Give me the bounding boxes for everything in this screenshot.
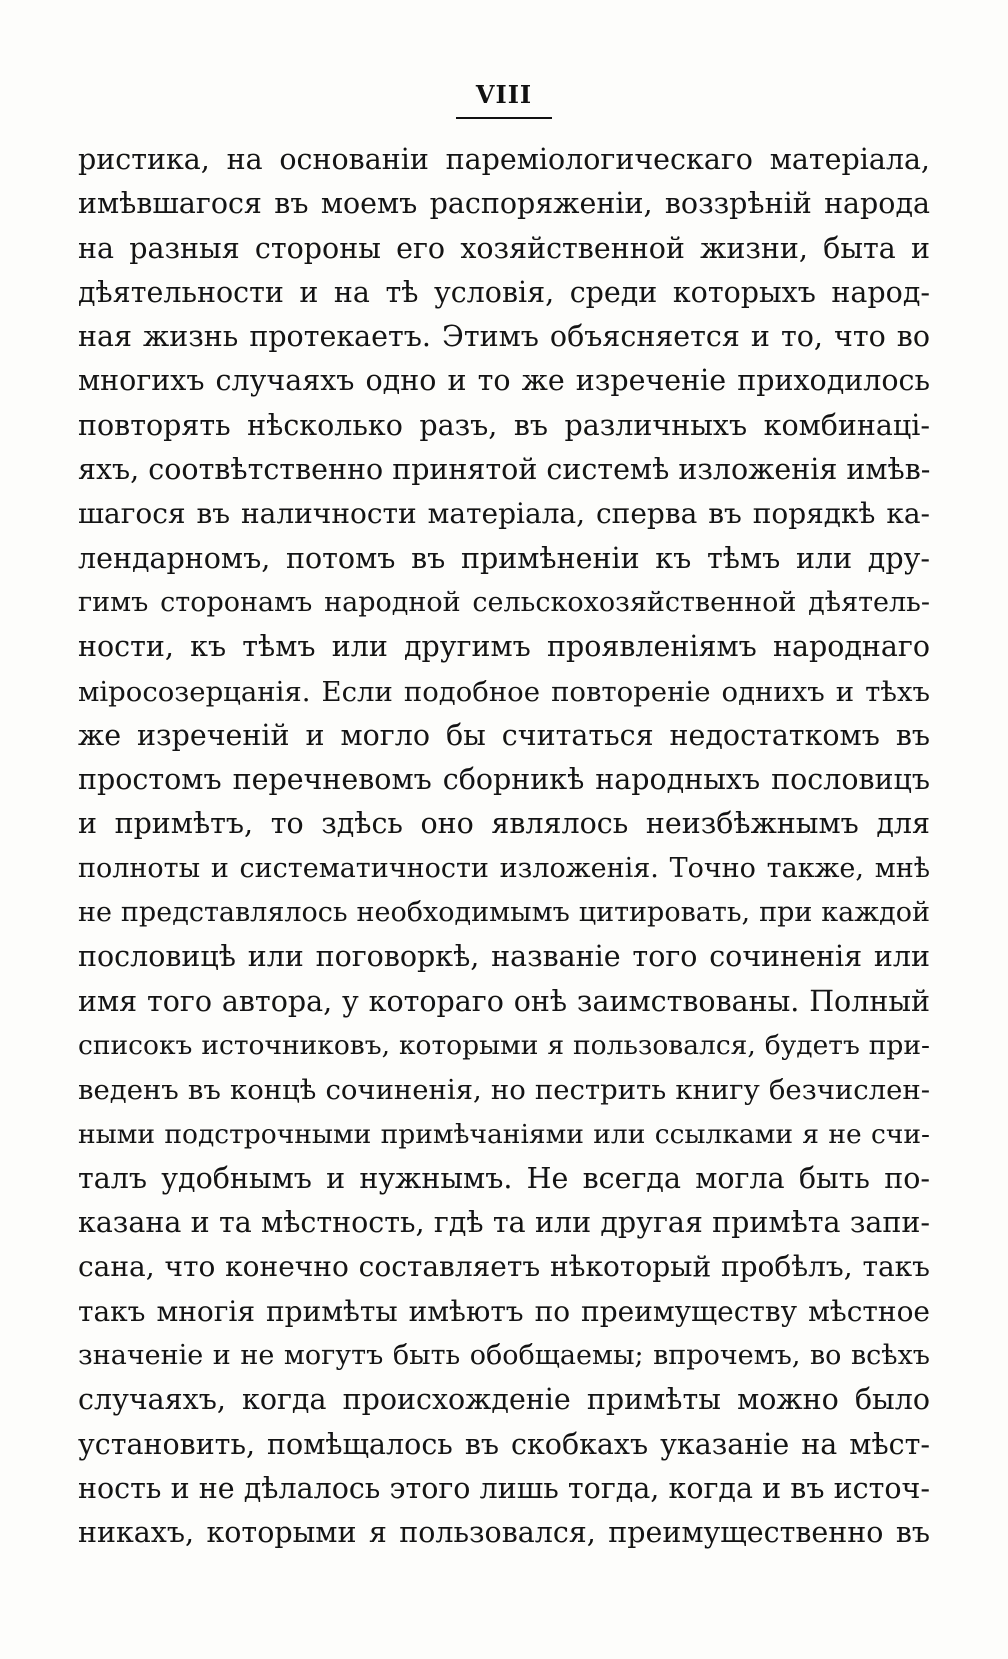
text-line: веденъ въ концѣ сочиненія, но пестрить книгу безчислен- [78, 1074, 930, 1107]
text-line: не представлялось необходимымъ цитировать, при каждой [78, 897, 930, 929]
text-line: сана, что конечно составляетъ нѣкоторый пробѣлъ, такъ [78, 1250, 930, 1284]
text-line: полноты и систематичности изложенія. Точно также, мнѣ [78, 852, 930, 884]
text-line: лендарномъ, потомъ въ примѣненіи къ тѣмъ или дру- [78, 541, 930, 575]
page-number: VIII [475, 80, 533, 109]
text-line: случаяхъ, когда происхожденіе примѣты можно было [78, 1383, 930, 1417]
text-line: простомъ перечневомъ сборникѣ народныхъ пословицъ [78, 763, 930, 797]
text-line: ности, къ тѣмъ или другимъ проявленіямъ народнаго [78, 630, 930, 664]
text-line: имя того автора, у котораго онѣ заимствованы. Полный [78, 984, 930, 1018]
text-line: же изреченій и могло бы считаться недостаткомъ въ [78, 718, 930, 752]
text-line: многихъ случаяхъ одно и то же изреченіе приходилось [78, 364, 930, 398]
text-line: значеніе и не могутъ быть обобщаемы; впрочемъ, во всѣхъ [78, 1340, 930, 1372]
text-line: имѣвшагося въ моемъ распоряженіи, воззрѣній народа [78, 187, 930, 221]
text-line: ная жизнь протекаетъ. Этимъ объясняется и то, что во [78, 320, 930, 354]
text-line: повторять нѣсколько разъ, въ различныхъ комбинаці- [78, 408, 930, 442]
text-line: такъ многія примѣты имѣютъ по преимуществу мѣстное [78, 1294, 930, 1328]
text-line: яхъ, соотвѣтственно принятой системѣ изложенія имѣв- [78, 453, 930, 487]
text-line: на разныя стороны его хозяйственной жизни, быта и [78, 231, 930, 265]
text-line: списокъ источниковъ, которыми я пользовался, будетъ при- [78, 1029, 930, 1061]
body-text [78, 138, 930, 1556]
text-line: талъ удобнымъ и нужнымъ. Не всегда могла быть по- [78, 1161, 930, 1195]
text-line: пословицѣ или поговоркѣ, названіе того сочиненія или [78, 940, 930, 974]
text-line: міросозерцанія. Если подобное повтореніе однихъ и тѣхъ [78, 675, 930, 708]
text-line: ристика, на основаніи пареміологическаго матеріала, [78, 143, 930, 176]
text-line: ность и не дѣлалось этого лишь тогда, когда и въ источ- [78, 1471, 930, 1505]
text-line: гимъ сторонамъ народной сельскохозяйственной дѣятель- [78, 586, 930, 618]
text-line: никахъ, которыми я пользовался, преимущественно въ [78, 1516, 930, 1550]
header-rule [456, 117, 552, 119]
text-line: установить, помѣщалось въ скобкахъ указаніе на мѣст- [78, 1427, 930, 1461]
text-line: и примѣтъ, то здѣсь оно являлось неизбѣжнымъ для [78, 807, 930, 841]
text-line: шагося въ наличности матеріала, сперва въ порядкѣ ка- [78, 497, 930, 531]
text-line: дѣятельности и на тѣ условія, среди которыхъ народ- [78, 275, 930, 309]
text-line: ными подстрочными примѣчаніями или ссылками я не счи- [78, 1118, 930, 1150]
text-line: казана и та мѣстность, гдѣ та или другая примѣта запи- [78, 1206, 930, 1240]
